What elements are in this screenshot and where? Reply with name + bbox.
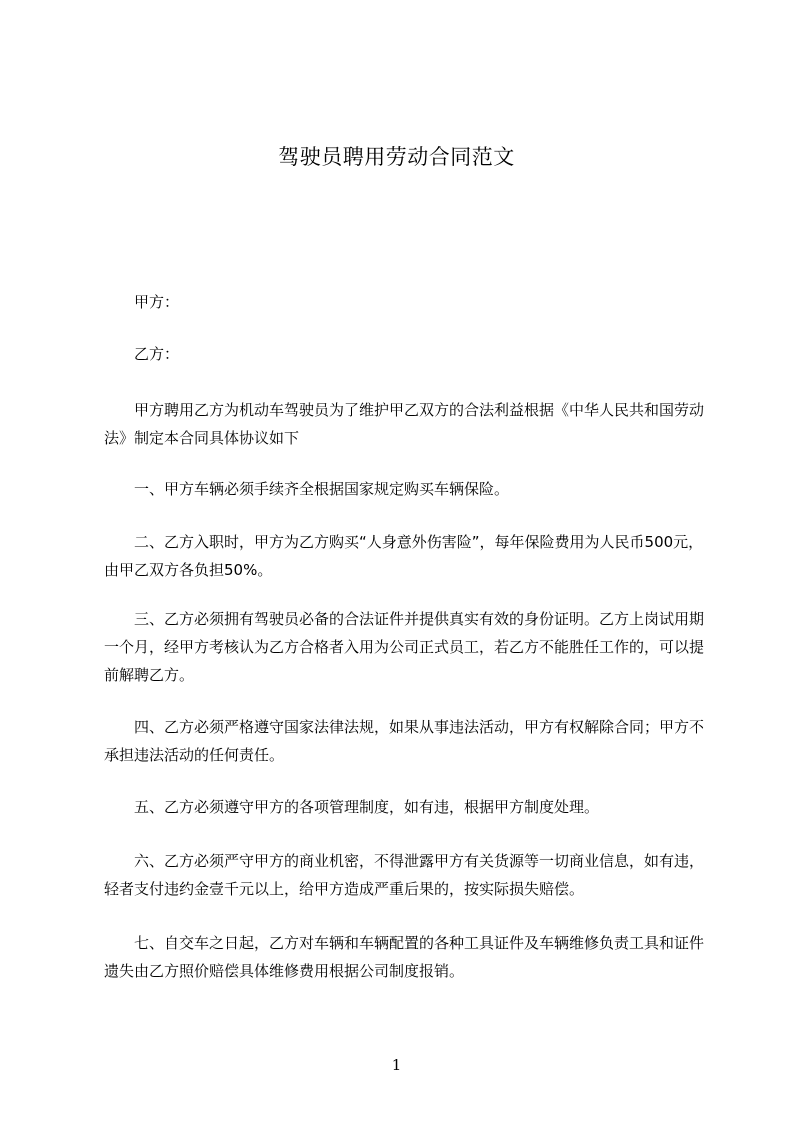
intro-paragraph: 甲方聘用乙方为机动车驾驶员为了维护甲乙双方的合法利益根据《中华人民共和国劳动法》制定本合同具体协议如下 [104,401,705,447]
clause-6: 六、乙方必须严守甲方的商业机密，不得泄露甲方有关货源等一切商业信息，如有违，轻者支付违约金壹千元以上，给甲方造成严重后果的，按实际损失赔偿。 [104,852,705,898]
clause-4: 四、乙方必须严格遵守国家法律法规，如果从事违法活动，甲方有权解除合同；甲方不承担违法活动的任何责任。 [104,718,705,764]
clause-5: 五、乙方必须遵守甲方的各项管理制度，如有违，根据甲方制度处理。 [134,798,600,816]
document-title: 驾驶员聘用劳动合同范文 [278,145,515,169]
party-b-label: 乙方： [134,345,180,363]
clause-1: 一、甲方车辆必须手续齐全根据国家规定购买车辆保险。 [134,480,510,498]
page-number: 1 [391,1056,402,1074]
clause-3: 三、乙方必须拥有驾驶员必备的合法证件并提供真实有效的身份证明。乙方上岗试用期一个月，经甲方考核认为乙方合格者入用为公司正式员工，若乙方不能胜任工作的，可以提前解聘乙方。 [104,610,705,684]
party-a-label: 甲方： [134,293,180,311]
clause-2: 二、乙方入职时，甲方为乙方购买“人身意外伤害险”，每年保险费用为人民币500元，由甲乙双方各负担50%。 [104,533,704,579]
clause-7: 七、自交车之日起，乙方对车辆和车辆配置的各种工具证件及车辆维修负责工具和证件遗失由乙方照价赔偿具体维修费用根据公司制度报销。 [104,934,705,980]
